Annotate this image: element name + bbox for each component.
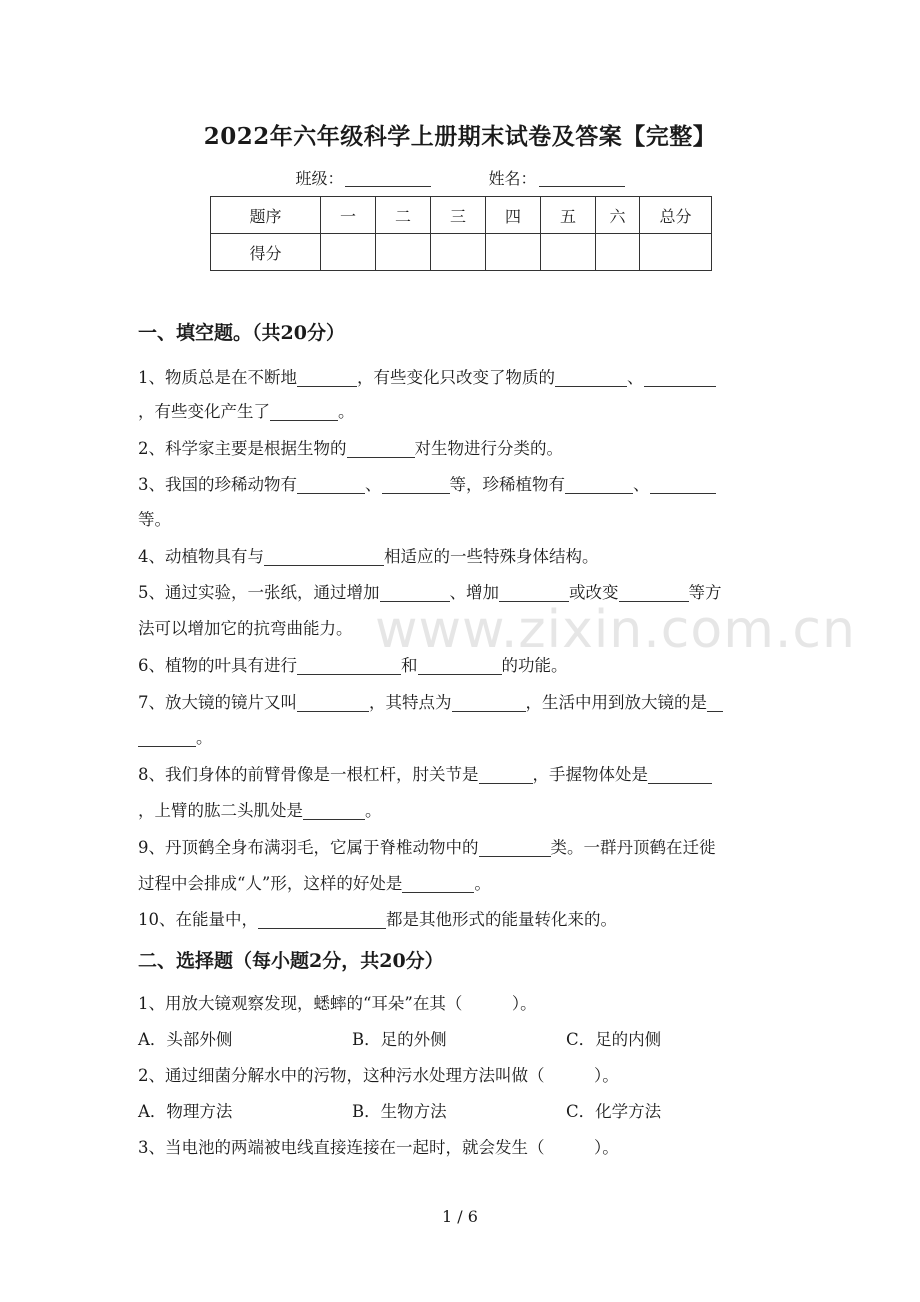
score-table (210, 196, 712, 271)
q2-text: 2、科学家主要是根据生物的 (138, 439, 347, 458)
question-3 (138, 471, 783, 495)
question-1 (138, 364, 783, 388)
score-table-row (211, 234, 712, 271)
score-cell[interactable] (486, 234, 541, 271)
q5-text: 等方 (688, 583, 722, 602)
q1-text: ，有些变化只改变了物质的 (357, 368, 555, 387)
score-header-cell: 二 (376, 197, 431, 234)
answer-blank[interactable] (258, 912, 386, 929)
question-8 (138, 761, 783, 785)
question-6 (138, 652, 783, 676)
score-header-cell: 四 (486, 197, 541, 234)
answer-blank[interactable] (138, 730, 196, 747)
choice-question-1: 1、用放大镜观察发现，蟋蟀的“耳朵”在其（ ）。 (138, 994, 537, 1013)
score-header-cell: 三 (431, 197, 486, 234)
q4-text: 4、动植物具有与 (138, 547, 264, 566)
q5-text: 5、通过实验，一张纸，通过增加 (138, 583, 380, 602)
option-a[interactable]: A．头部外侧 (138, 1030, 233, 1049)
choice-question-3: 3、当电池的两端被电线直接连接在一起时，就会发生（ ）。 (138, 1138, 619, 1157)
q10-text: 都是其他形式的能量转化来的。 (386, 910, 617, 929)
section-1-heading: 一、填空题。（共20分） (138, 322, 345, 344)
q8-text: ，手握物体处是 (532, 765, 648, 784)
q7-text: ，生活中用到放大镜的是 (525, 693, 707, 712)
answer-blank[interactable] (297, 695, 369, 712)
answer-blank[interactable] (479, 767, 533, 784)
score-cell[interactable] (541, 234, 596, 271)
name-label: 姓名： (488, 169, 537, 188)
score-header-cell: 六 (596, 197, 640, 234)
q6-text: 的功能。 (501, 656, 568, 675)
q3-text: 等。 (138, 510, 171, 529)
answer-blank[interactable] (644, 370, 716, 387)
answer-blank[interactable] (380, 585, 450, 602)
score-cell[interactable] (596, 234, 640, 271)
section-2-heading: 二、选择题（每小题2分，共20分） (138, 950, 444, 972)
q1-text: 1、物质总是在不断地 (138, 368, 297, 387)
page-title: 2022年六年级科学上册期末试卷及答案【完整】 (203, 123, 717, 150)
answer-blank[interactable] (648, 767, 712, 784)
answer-blank[interactable] (555, 370, 627, 387)
q9-text: 过程中会排成“人”形，这样的好处是 (138, 874, 403, 893)
answer-blank[interactable] (270, 404, 338, 421)
page-number: 1 / 6 (442, 1207, 478, 1226)
q7-text: 。 (196, 728, 213, 747)
name-field[interactable] (489, 166, 625, 189)
q8-text: 8、我们身体的前臂骨像是一根杠杆，肘关节是 (138, 765, 479, 784)
q10-text: 10、在能量中， (138, 910, 258, 929)
class-blank[interactable] (345, 170, 431, 187)
watermark: www.zixin.com.cn (375, 600, 856, 660)
score-table-header-row (211, 197, 712, 234)
q3-text: 3、我国的珍稀动物有 (138, 475, 297, 494)
student-info (0, 166, 920, 189)
answer-blank[interactable] (479, 840, 551, 857)
q1-text: ，有些变化产生了 (138, 402, 270, 421)
score-cell[interactable] (321, 234, 376, 271)
question-5 (138, 579, 783, 603)
answer-blank[interactable] (565, 477, 633, 494)
answer-blank[interactable] (650, 477, 716, 494)
option-a[interactable]: A．物理方法 (138, 1102, 233, 1121)
q1-text: 、 (627, 368, 644, 387)
answer-blank[interactable] (402, 876, 474, 893)
score-cell[interactable] (431, 234, 486, 271)
q3-text: 、 (633, 475, 650, 494)
question-10 (138, 906, 783, 930)
q3-text: 等，珍稀植物有 (449, 475, 565, 494)
question-9-cont (138, 870, 783, 894)
question-8-cont (138, 797, 783, 821)
score-header-cell: 五 (541, 197, 596, 234)
q7-text: 7、放大镜的镜片又叫 (138, 693, 297, 712)
answer-blank[interactable] (499, 585, 569, 602)
q6-text: 和 (401, 656, 418, 675)
question-2 (138, 435, 783, 459)
score-header-cell: 题序 (211, 197, 321, 234)
answer-blank[interactable] (264, 549, 384, 566)
answer-blank[interactable] (452, 695, 526, 712)
q8-text: ，上臂的肱二头肌处是 (138, 801, 303, 820)
q8-text: 。 (365, 801, 382, 820)
q5-text: 法可以增加它的抗弯曲能力。 (138, 619, 353, 638)
q5-text: 或改变 (569, 583, 619, 602)
question-7-cont (138, 724, 783, 748)
question-7 (138, 689, 783, 713)
score-header-cell: 总分 (640, 197, 712, 234)
answer-blank[interactable] (303, 803, 365, 820)
score-header-cell: 一 (321, 197, 376, 234)
question-4 (138, 543, 783, 567)
q3-text: 、 (365, 475, 382, 494)
class-label: 班级： (295, 169, 344, 188)
q1-text: 。 (338, 402, 355, 421)
choice-question-2: 2、通过细菌分解水中的污物，这种污水处理方法叫做（ ）。 (138, 1066, 619, 1085)
class-field[interactable] (295, 166, 431, 189)
q9-text: 类。一群丹顶鹤在迁徙 (550, 838, 716, 857)
answer-blank[interactable] (297, 477, 365, 494)
q7-text: ，其特点为 (369, 693, 452, 712)
q4-text: 相适应的一些特殊身体结构。 (384, 547, 599, 566)
option-c[interactable]: C．足的内侧 (566, 1030, 662, 1049)
option-c[interactable]: C．化学方法 (566, 1102, 662, 1121)
answer-blank[interactable] (347, 441, 415, 458)
q9-text: 9、丹顶鹤全身布满羽毛，它属于脊椎动物中的 (138, 838, 479, 857)
score-cell[interactable] (640, 234, 712, 271)
answer-blank[interactable] (382, 477, 450, 494)
answer-blank[interactable] (619, 585, 689, 602)
answer-blank[interactable] (297, 370, 357, 387)
q9-text: 。 (474, 874, 491, 893)
answer-blank[interactable] (418, 658, 502, 675)
question-5-cont (138, 615, 783, 639)
score-cell[interactable] (376, 234, 431, 271)
q2-text: 对生物进行分类的。 (414, 439, 563, 458)
score-row-label: 得分 (211, 234, 321, 271)
question-1-cont (138, 398, 783, 422)
name-blank[interactable] (539, 170, 625, 187)
q5-text: 、增加 (449, 583, 499, 602)
q6-text: 6、植物的叶具有进行 (138, 656, 297, 675)
option-b[interactable]: B．足的外侧 (352, 1030, 447, 1049)
answer-blank[interactable] (297, 658, 401, 675)
answer-blank[interactable] (707, 695, 723, 712)
question-9 (138, 834, 783, 858)
question-3-cont (138, 506, 783, 530)
option-b[interactable]: B．生物方法 (352, 1102, 447, 1121)
